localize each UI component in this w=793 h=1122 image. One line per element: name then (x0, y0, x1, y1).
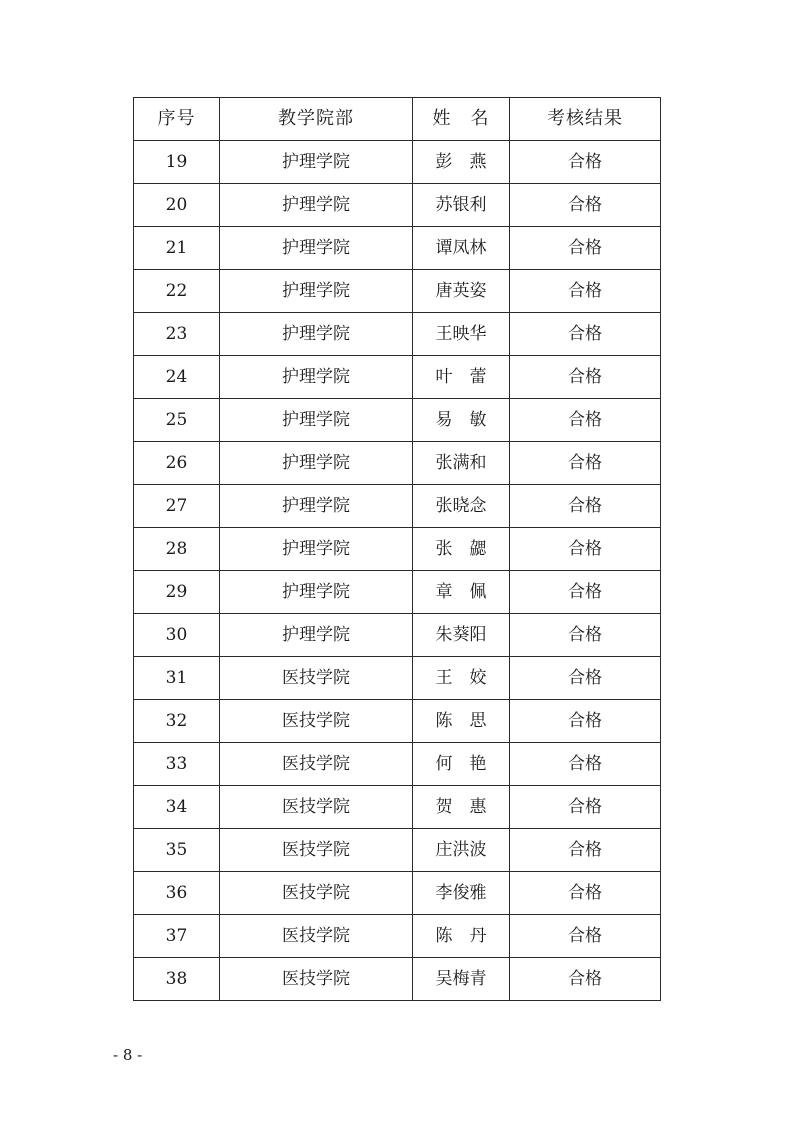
cell-name: 叶 蕾 (413, 356, 510, 399)
cell-serial-number: 21 (134, 227, 220, 270)
cell-department: 医技学院 (220, 657, 413, 700)
cell-name: 张晓念 (413, 485, 510, 528)
cell-serial-number: 27 (134, 485, 220, 528)
table-row (134, 829, 661, 872)
cell-department: 护理学院 (220, 356, 413, 399)
cell-result: 合格 (510, 313, 661, 356)
cell-serial-number: 24 (134, 356, 220, 399)
cell-result: 合格 (510, 528, 661, 571)
cell-name: 苏银利 (413, 184, 510, 227)
cell-serial-number: 20 (134, 184, 220, 227)
cell-department: 护理学院 (220, 184, 413, 227)
table-row (134, 442, 661, 485)
table-row (134, 915, 661, 958)
cell-department: 医技学院 (220, 872, 413, 915)
cell-department: 护理学院 (220, 270, 413, 313)
cell-result: 合格 (510, 829, 661, 872)
table-row (134, 700, 661, 743)
table-row (134, 571, 661, 614)
cell-serial-number: 38 (134, 958, 220, 1001)
cell-result: 合格 (510, 442, 661, 485)
header-result: 考核结果 (510, 98, 661, 141)
cell-name: 王映华 (413, 313, 510, 356)
cell-department: 医技学院 (220, 829, 413, 872)
cell-department: 护理学院 (220, 614, 413, 657)
cell-department: 医技学院 (220, 915, 413, 958)
table-row (134, 743, 661, 786)
cell-name: 贺 惠 (413, 786, 510, 829)
cell-result: 合格 (510, 356, 661, 399)
cell-serial-number: 35 (134, 829, 220, 872)
cell-department: 护理学院 (220, 528, 413, 571)
cell-result: 合格 (510, 184, 661, 227)
table-row (134, 270, 661, 313)
cell-result: 合格 (510, 786, 661, 829)
cell-serial-number: 32 (134, 700, 220, 743)
cell-result: 合格 (510, 485, 661, 528)
cell-department: 医技学院 (220, 786, 413, 829)
cell-serial-number: 26 (134, 442, 220, 485)
cell-department: 护理学院 (220, 485, 413, 528)
cell-department: 护理学院 (220, 313, 413, 356)
cell-result: 合格 (510, 614, 661, 657)
cell-name: 唐英姿 (413, 270, 510, 313)
cell-name: 章 佩 (413, 571, 510, 614)
cell-serial-number: 37 (134, 915, 220, 958)
table-header-row (134, 98, 661, 141)
table-row (134, 485, 661, 528)
cell-name: 谭凤林 (413, 227, 510, 270)
cell-department: 护理学院 (220, 442, 413, 485)
cell-name: 朱葵阳 (413, 614, 510, 657)
cell-name: 李俊雅 (413, 872, 510, 915)
cell-serial-number: 22 (134, 270, 220, 313)
header-department: 教学院部 (220, 98, 413, 141)
table-row (134, 184, 661, 227)
table-row (134, 528, 661, 571)
cell-name: 彭 燕 (413, 141, 510, 184)
cell-serial-number: 34 (134, 786, 220, 829)
cell-serial-number: 36 (134, 872, 220, 915)
page-number: - 8 - (113, 1046, 143, 1064)
table-row (134, 399, 661, 442)
cell-serial-number: 31 (134, 657, 220, 700)
cell-result: 合格 (510, 399, 661, 442)
table-row (134, 313, 661, 356)
cell-name: 陈 丹 (413, 915, 510, 958)
cell-result: 合格 (510, 700, 661, 743)
cell-department: 医技学院 (220, 743, 413, 786)
cell-result: 合格 (510, 958, 661, 1001)
cell-result: 合格 (510, 743, 661, 786)
cell-serial-number: 29 (134, 571, 220, 614)
cell-name: 王 姣 (413, 657, 510, 700)
cell-result: 合格 (510, 227, 661, 270)
cell-result: 合格 (510, 915, 661, 958)
cell-result: 合格 (510, 657, 661, 700)
cell-department: 医技学院 (220, 958, 413, 1001)
cell-name: 张满和 (413, 442, 510, 485)
cell-name: 易 敏 (413, 399, 510, 442)
cell-department: 护理学院 (220, 141, 413, 184)
cell-department: 护理学院 (220, 571, 413, 614)
cell-serial-number: 25 (134, 399, 220, 442)
cell-name: 张 勰 (413, 528, 510, 571)
table-row (134, 141, 661, 184)
cell-department: 医技学院 (220, 700, 413, 743)
cell-name: 庄洪波 (413, 829, 510, 872)
table-row (134, 657, 661, 700)
header-name: 姓 名 (413, 98, 510, 141)
cell-serial-number: 33 (134, 743, 220, 786)
table-row (134, 356, 661, 399)
cell-result: 合格 (510, 571, 661, 614)
table-row (134, 614, 661, 657)
header-serial-number: 序号 (134, 98, 220, 141)
cell-name: 陈 思 (413, 700, 510, 743)
cell-department: 护理学院 (220, 227, 413, 270)
cell-name: 吴梅青 (413, 958, 510, 1001)
cell-name: 何 艳 (413, 743, 510, 786)
cell-department: 护理学院 (220, 399, 413, 442)
table-row (134, 227, 661, 270)
cell-result: 合格 (510, 872, 661, 915)
assessment-results-table (133, 97, 661, 1001)
cell-serial-number: 19 (134, 141, 220, 184)
cell-serial-number: 30 (134, 614, 220, 657)
table-row (134, 786, 661, 829)
cell-result: 合格 (510, 141, 661, 184)
cell-serial-number: 28 (134, 528, 220, 571)
table-row (134, 872, 661, 915)
cell-result: 合格 (510, 270, 661, 313)
table-row (134, 958, 661, 1001)
cell-serial-number: 23 (134, 313, 220, 356)
